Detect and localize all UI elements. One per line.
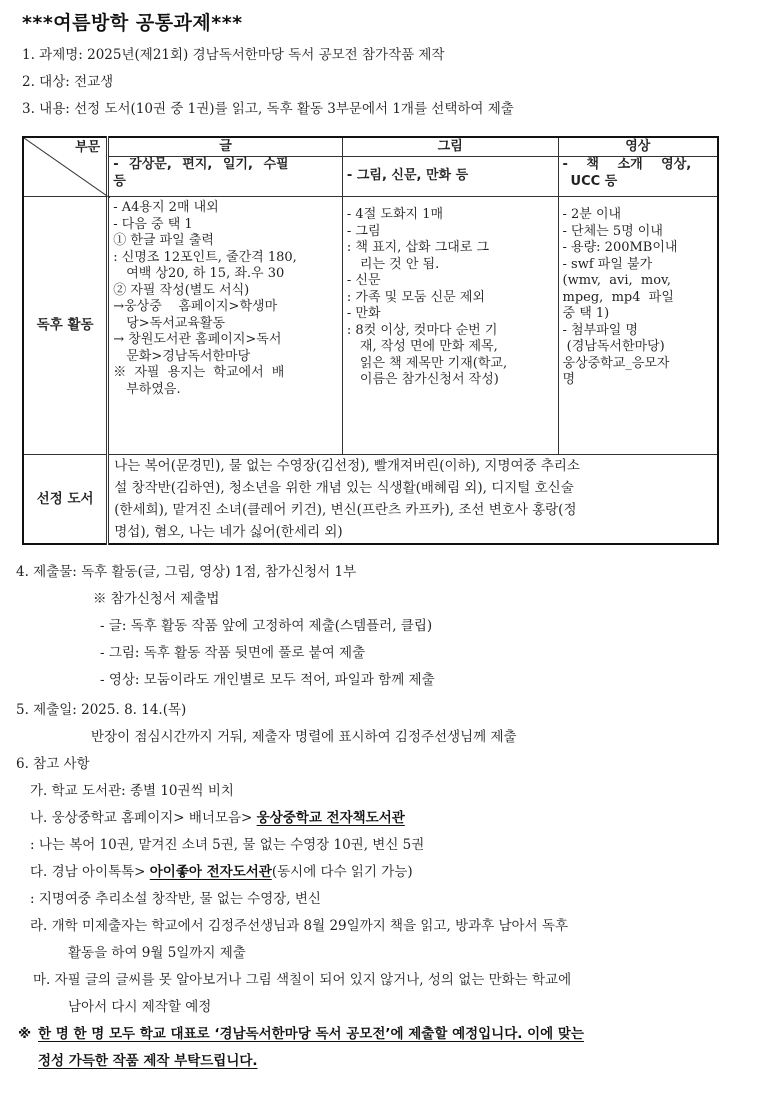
da-prefix: 다. 경남 아이톡톡> [30,864,150,880]
requirement-line: 중 택 1) [562,306,610,321]
section4-sub-drawing: - 그림: 독후 활동 작품 뒷면에 풀로 붙여 제출 [100,645,366,661]
section6-ra-line1: 라. 개학 미제출자는 학교에서 김정주선생님과 8월 29일까지 책을 읽고, 방과후 남아서 독후 [30,918,568,934]
na-prefix: 나. 웅상중학교 홈페이지> 배너모음> [30,810,257,826]
iloveyou-library-link[interactable]: 아이좋아 전자도서관 [149,864,272,880]
requirement-line: 여백 상20, 하 15, 좌.우 30 [126,266,285,281]
item-target: 2. 대상: 전교생 [22,74,114,90]
section5-heading: 5. 제출일: 2025. 8. 14.(목) [16,702,187,718]
item-task-name: 1. 과제명: 2025년(제21회) 경남독서한마당 독서 공모전 참가작품 제작 [22,47,445,63]
books-line: 설 창작반(김하연), 청소년을 위한 개념 있는 식생활(배혜림 외), 디지털 호신술 [114,480,574,496]
page-title: ***여름방학 공통과제*** [22,12,243,34]
section6-na [30,809,405,827]
requirement-line: - 단체는 5명 이내 [562,223,663,239]
video-requirements [558,197,718,455]
section6-da [30,863,413,881]
desc-line: UCC 등 [570,173,618,189]
footer-notice-line2: 정성 가득한 작품 제작 부탁드립니다. [38,1053,258,1069]
requirement-line: ※ 자필 용지는 학교에서 배 [113,365,285,380]
requirement-line: - 신문 [346,273,381,288]
requirement-line: - 4절 도화지 1매 [346,207,444,222]
table-corner-header [23,137,108,197]
section6-na-detail: : 나는 복어 10권, 맡겨진 소녀 5권, 물 없는 수영장 10권, 변신 5권 [30,837,425,853]
requirement-line: 이름은 참가신청서 작성) [359,372,499,387]
column-desc-writing [108,157,343,197]
da-suffix: (동시에 다수 읽기 가능) [271,864,413,880]
books-line: 명섭), 혐오, 나는 네가 싫어(한세리 외) [114,524,343,540]
requirement-line: - 만화 [346,306,381,321]
ebook-library-link[interactable]: 웅상중학교 전자책도서관 [256,810,405,826]
row-header-activity: 독후 활동 [23,197,108,455]
activity-row [23,197,718,455]
requirement-line: (경남독서한마당) [562,339,665,354]
requirement-line: ① 한글 파일 출력 [113,233,214,248]
section4-sub-writing: - 글: 독후 활동 작품 앞에 고정하여 제출(스템플러, 클립) [100,618,433,634]
requirement-line: 부하였음. [126,381,181,397]
books-row [23,455,718,545]
requirement-line: → 창원도서관 홈페이지>독서 [113,332,282,347]
requirement-line: : 책 표지, 삽화 그대로 그 [346,240,490,255]
section6-ra-line2: 활동을 하여 9월 5일까지 제출 [68,945,246,961]
requirement-line: : 8컷 이상, 컷마다 순번 기 [346,322,498,338]
requirement-line: - swf 파일 불가 [562,256,653,272]
requirement-line: - 2분 이내 [562,207,622,222]
books-line: (한세희), 맡겨진 소녀(클레어 키건), 변신(프란츠 카프카), 조선 변호사 홍랑(정 [114,502,577,518]
requirement-line: 웅상중학교_응모자 [562,355,670,371]
footer-mark: ※ [18,1026,32,1042]
requirement-line: - 다음 중 택 1 [113,216,193,232]
column-header-video: 영상 [558,137,718,157]
column-desc-video [558,157,718,197]
drawing-requirements [342,197,558,455]
requirement-line: 문화>경남독서한마당 [126,348,251,364]
column-desc-drawing: - 그림, 신문, 만화 등 [342,157,558,197]
desc-line: 등 [113,173,126,189]
category-label: 부문 [75,140,101,155]
section5-detail: 반장이 점심시간까지 거둬, 제출자 명렬에 표시하여 김정주선생님께 제출 [91,729,517,745]
section4-heading: 4. 제출물: 독후 활동(글, 그림, 영상) 1점, 참가신청서 1부 [16,564,357,580]
requirement-line: : 가족 및 모둠 신문 제외 [346,289,485,305]
row-header-books: 선정 도서 [23,455,108,545]
item-content: 3. 내용: 선정 도서(10권 중 1권)를 읽고, 독후 활동 3부문에서 1개를 선택하여 제출 [22,101,514,117]
requirement-line: : 신명조 12포인트, 줄간격 180, [113,249,297,265]
requirement-line: 당>독서교육활동 [126,315,226,331]
requirement-line: - 용량: 200MB이내 [562,240,678,255]
section6-ma-line2: 남아서 다시 제작할 예정 [68,999,212,1015]
desc-line: - 감상문, 편지, 일기, 수필 [113,157,289,173]
requirement-line: 재, 작성 면에 만화 제목, [359,339,498,354]
footer-notice-line1: 한 명 한 명 모두 학교 대표로 ‘경남독서한마당 독서 공모전’에 제출할 예정입니다. 이에 맞는 [38,1026,584,1042]
requirement-line: 리는 것 안 됨. [359,256,440,272]
section6-ma-line1: 마. 자필 글의 글씨를 못 알아보거나 그림 색칠이 되어 있지 않거나, 성의 없는 만화는 학교에 [33,972,572,988]
books-line: 나는 복어(문경민), 물 없는 수영장(김선정), 빨개져버린(이하), 지명여중 추리소 [114,458,580,474]
column-header-writing: 글 [108,137,343,157]
requirement-line: - A4용지 2매 내외 [113,200,219,215]
requirement-line: - 그림 [346,223,381,239]
section6-ga: 가. 학교 도서관: 종별 10권씩 비치 [30,783,234,799]
column-header-drawing: 그림 [342,137,558,157]
section6-da-detail: : 지명여중 추리소설 창작반, 물 없는 수영장, 변신 [30,891,321,907]
requirement-line: (wmv, avi, mov, [562,273,671,288]
requirement-line: 읽은 책 제목만 기재(학교, [359,355,508,371]
requirement-line: 명 [562,372,576,387]
requirement-line: ② 자필 작성(별도 서식) [113,282,250,298]
requirement-line: mpeg, mp4 파일 [562,289,674,305]
desc-line: - 책 소개 영상, [562,157,692,173]
section4-note: ※ 참가신청서 제출법 [93,591,220,607]
activity-table [22,136,719,545]
section4-sub-video: - 영상: 모둠이라도 개인별로 모두 적어, 파일과 함께 제출 [100,672,435,688]
writing-requirements [108,197,343,455]
section6-heading: 6. 참고 사항 [16,756,90,772]
selected-books [108,455,718,545]
requirement-line: →웅상중 홈페이지>학생마 [113,299,278,314]
requirement-line: - 첨부파일 명 [562,322,638,338]
